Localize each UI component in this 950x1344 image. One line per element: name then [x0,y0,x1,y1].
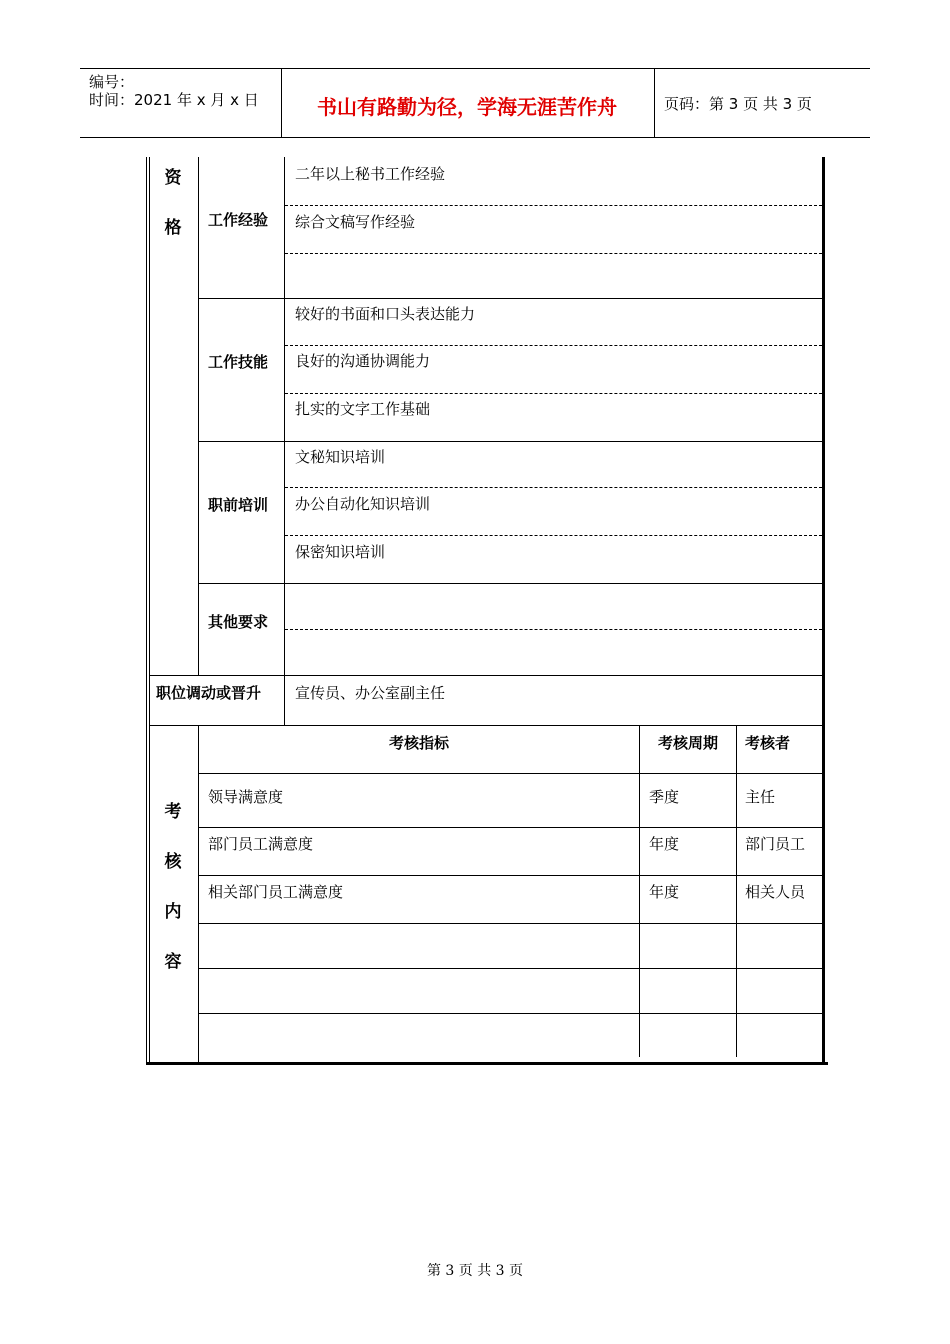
table-cell-period: 季度 [649,788,680,806]
assessment-section-char: 核 [164,852,182,872]
row-divider [198,827,823,828]
form-left-border-inner [149,157,150,1065]
form-bottom-border [146,1062,828,1065]
document-date-label: 时间：2021 年 x 月 x 日 [89,91,259,109]
row-divider [150,675,823,676]
row-divider [198,968,823,969]
table-cell-assessor: 主任 [745,788,776,806]
requirement-item: 综合文稿写作经验 [295,213,416,231]
requirement-item: 办公自动化知识培训 [295,495,431,513]
assessment-section-char: 考 [164,802,182,822]
table-cell-indicator: 相关部门员工满意度 [208,883,344,901]
table-cell-period: 年度 [649,883,680,901]
header-motto: 书山有路勤为径，学海无涯苦作舟 [317,95,617,119]
dashed-separator [285,487,822,488]
column-divider [639,725,640,1057]
requirement-item: 文秘知识培训 [295,448,386,466]
row-divider [150,725,823,726]
promotion-value: 宣传员、办公室副主任 [295,684,446,702]
assessment-section-char: 内 [164,902,182,922]
assessment-section-char: 容 [164,952,182,972]
page-header [80,68,870,138]
promotion-label: 职位调动或晋升 [156,684,262,702]
qualifications-section-char: 格 [164,218,182,238]
row-divider [198,298,823,299]
column-header-assessor: 考核者 [745,734,791,752]
column-header-indicator: 考核指标 [388,734,449,752]
column-divider [736,725,737,1057]
table-cell-assessor: 相关人员 [745,883,806,901]
job-description-form [146,157,828,1065]
qualifications-section-char: 资 [164,168,182,188]
form-right-border [822,157,825,1065]
dashed-separator [285,535,822,536]
row-divider [198,583,823,584]
header-divider [654,69,655,137]
requirement-item: 较好的书面和口头表达能力 [295,305,476,323]
table-cell-indicator: 领导满意度 [208,788,284,806]
row-divider [198,1013,823,1014]
row-divider [198,875,823,876]
column-header-period: 考核周期 [657,734,718,752]
document-code-label: 编号： [89,73,135,91]
header-page-number: 页码：第 3 页 共 3 页 [664,95,812,113]
page-footer: 第 3 页 共 3 页 [426,1263,524,1279]
row-divider [198,441,823,442]
dashed-separator [285,345,822,346]
row-label-other-requirements: 其他要求 [208,613,269,631]
dashed-separator [285,629,822,630]
dashed-separator [285,253,822,254]
section-divider [198,157,199,675]
table-cell-indicator: 部门员工满意度 [208,835,314,853]
requirement-item: 保密知识培训 [295,543,386,561]
row-divider [198,923,823,924]
dashed-separator [285,393,822,394]
table-cell-period: 年度 [649,835,680,853]
form-left-border [146,157,147,1065]
row-label-work-skills: 工作技能 [208,353,269,371]
row-label-work-experience: 工作经验 [208,211,269,229]
row-divider [198,773,823,774]
row-label-pre-job-training: 职前培训 [208,496,269,514]
table-cell-assessor: 部门员工 [745,835,806,853]
requirement-item: 二年以上秘书工作经验 [295,165,446,183]
requirement-item: 扎实的文字工作基础 [295,400,431,418]
dashed-separator [285,205,822,206]
requirement-item: 良好的沟通协调能力 [295,352,431,370]
